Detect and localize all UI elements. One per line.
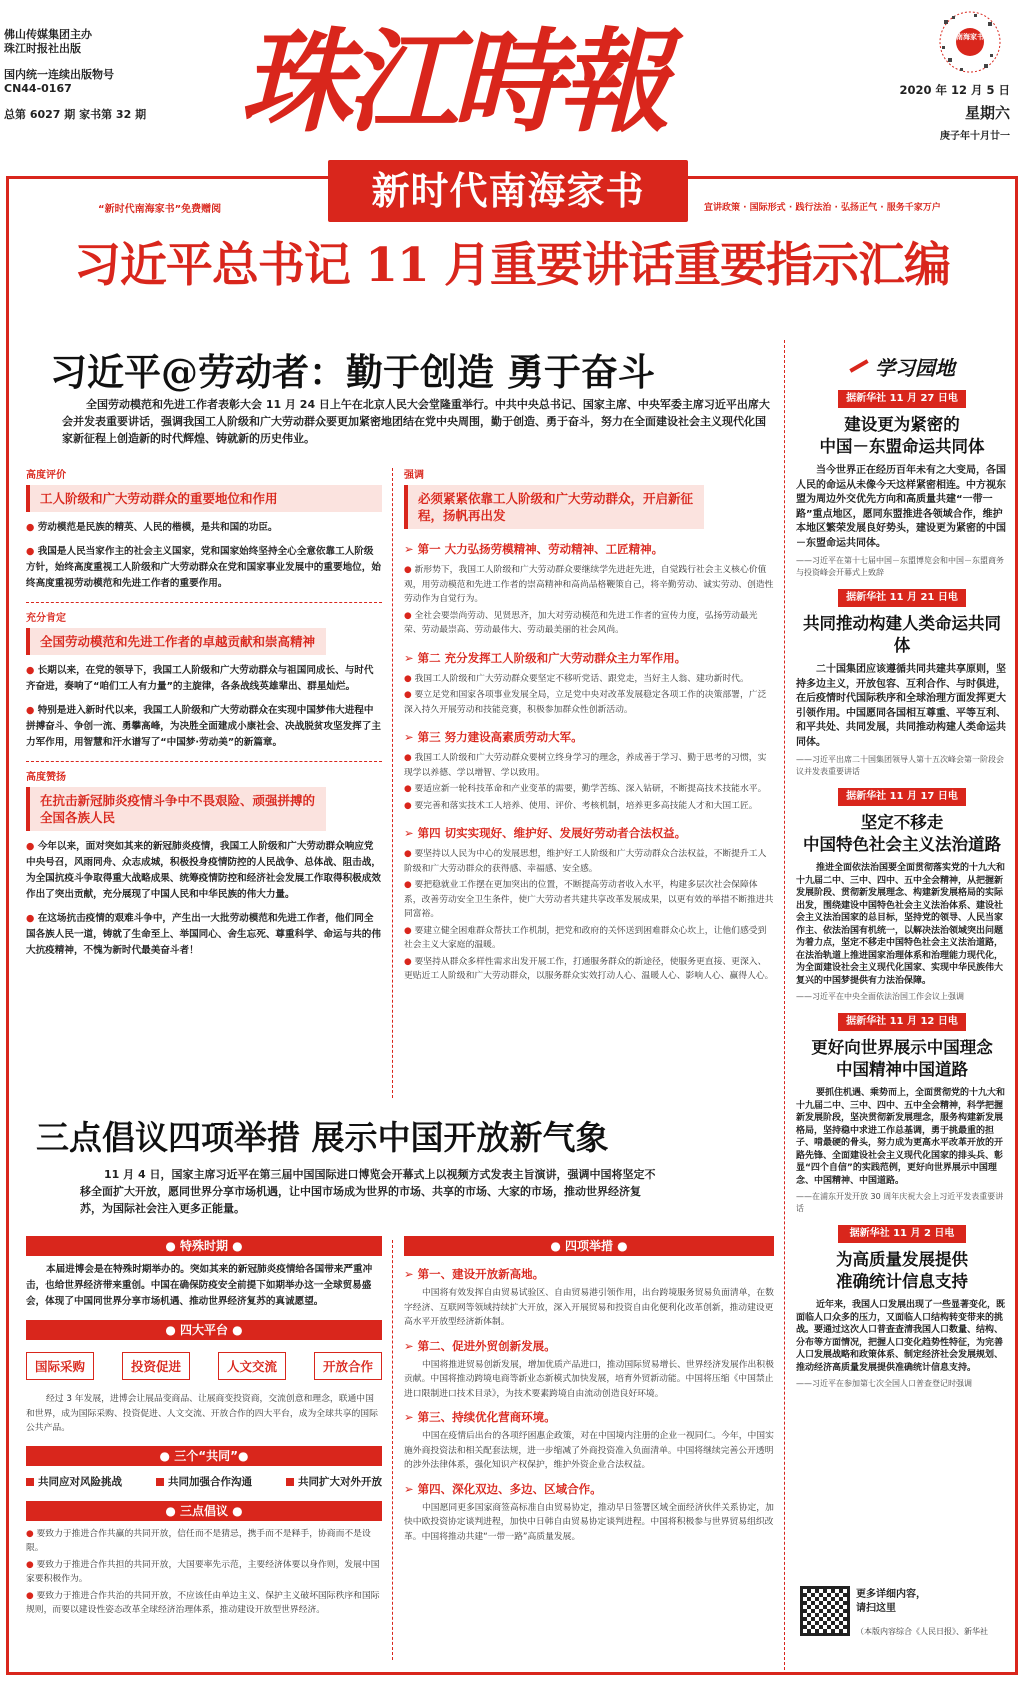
masthead-info bbox=[4, 28, 154, 122]
changyi-item: ● 要致力于推进合作共赢的共同开放，信任而不是猜忌，携手而不是释手，协商而不是设限。 bbox=[26, 1528, 371, 1553]
sidebar-item-title: 共同推动构建人类命运共同体 bbox=[803, 614, 1001, 655]
point-box-1: 工人阶级和广大劳动群众的重要地位和作用 bbox=[26, 485, 382, 512]
footer-note: （本版内容综合《人民日报》、新华社 bbox=[856, 1627, 988, 1636]
qr-logo-label: 南海家书 bbox=[956, 33, 984, 41]
article1-right-column bbox=[404, 466, 774, 984]
bullet: ● 要坚持从群众多样性需求出发开展工作，打通服务群众的新途径，使服务更直接、更深入、更贴近工人阶级和广大劳动群众，以服务群众实效打动人心、温暖人心、影响人心、赢得人心。 bbox=[404, 956, 774, 981]
sidebar-header bbox=[796, 346, 1008, 386]
bullet: ● 新形势下，我国工人阶级和广大劳动群众要继续学先进赶先进，自觉践行社会主义核心价值观，用劳动模范和先进工作者的崇高精神和高尚品格鞭策自己，将辛勤劳动、诚实劳动、创造性劳动作为自觉行为。 bbox=[404, 565, 774, 604]
bullet: ● 要立足党和国家各项事业发展全局，立足党中央对改革发展稳定各项工作的决策部署，广泛深入持久开展劳动和技能竞赛，积极参加群众性创新活动。 bbox=[404, 690, 767, 715]
pen-icon bbox=[849, 359, 868, 372]
sidebar bbox=[796, 346, 1008, 1390]
issue-number: 总第 6027 期 家书第 32 期 bbox=[4, 108, 147, 121]
banner-right-tag: 宣讲政策 · 国际形式 · 践行法治 · 弘扬正气 · 服务千家万户 bbox=[704, 203, 941, 213]
sidebar-item-source: ——在浦东开发开放 30 周年庆祝大会上习近平发表重要讲话 bbox=[796, 1192, 1004, 1213]
bullet: ● 长期以来，在党的领导下，我国工人阶级和广大劳动群众与祖国同成长、与时代齐奋进，奏响了“咱们工人有力量”的主旋律，各条战线英雄辈出、群星灿烂。 bbox=[26, 665, 374, 692]
bullet: ● 要完善和落实技术工人培养、使用、评价、考核机制，培养更多高技能人才和大国工匠。 bbox=[404, 800, 758, 811]
point-box-2: 全国劳动模范和先进工作者的卓越贡献和崇高精神 bbox=[26, 628, 326, 655]
bullet: ● 全社会要崇尚劳动、见贤思齐，加大对劳动模范和先进工作者的宣传力度，弘扬劳动最光荣、劳动最崇高、劳动最伟大、劳动最美丽的社会风尚。 bbox=[404, 610, 758, 635]
sidebar-item bbox=[796, 589, 1008, 778]
sidebar-item-body: 当今世界正在经历百年未有之大变局，各国人民的命运从未像今天这样紧密相连。中方视东盟为周边外交优先方向和高质量共建“一带一路”重点地区，愿同东盟推进各领域合作，维护本地区繁荣发展良好势头，建设更为紧密的中国－东盟命运共同体。 bbox=[796, 465, 1006, 549]
section-title: ➢ 第三 努力建设高素质劳动大军。 bbox=[404, 730, 583, 744]
section-header-changyi: ● 三点倡议 ● bbox=[26, 1501, 382, 1521]
bullet: ● 今年以来，面对突如其来的新冠肺炎疫情，我国工人阶级和广大劳动群众响应党中央号召，风雨同舟、众志成城，积极投身疫情防控的人民战争、总体战、阻击战，为全国抗疫斗争取得重大战略成果、统筹疫情防控和经济社会发展工作取得积极成效作出了突出贡献，充分展现了中国人民和中华民族的伟大力量。 bbox=[26, 841, 381, 900]
section-header-gongtong: ● 三个“共同”● bbox=[26, 1446, 382, 1466]
label-qiangdiao: 强调 bbox=[404, 470, 424, 481]
sidebar-item-source: ——习近平在参加第七次全国人口普查登记时强调 bbox=[796, 1379, 972, 1388]
bullet: ● 要适应新一轮科技革命和产业变革的需要，勤学苦练、深入钻研，不断提高技术技能水平。 bbox=[404, 784, 767, 794]
news-tag: 据新华社 11 月 17 日电 bbox=[838, 788, 966, 806]
column-divider bbox=[392, 1240, 393, 1660]
jucuo-text: 中国将有效发挥自由贸易试验区、自由贸易港引领作用，出台跨境服务贸易负面清单，在数字经济、互联网等领域持续扩大开放，深入开展贸易和投资自由化便利化改革创新，推动建设更高水平开放型经济新体制。 bbox=[404, 1288, 774, 1327]
article1-title: 习近平@劳动者：勤于创造 勇于奋斗 bbox=[50, 350, 655, 394]
jucuo-text: 中国在疫情后出台的各项纾困惠企政策，对在中国境内注册的企业一视同仁。今年，中国实施外商投资法和相关配套法规，进一步缩减了外商投资准入负面清单。中国将继续完善公开透明的涉外法律体系，强化知识产权保护，维护外资企业合法权益。 bbox=[404, 1431, 774, 1470]
news-tag: 据新华社 11 月 2 日电 bbox=[838, 1225, 966, 1243]
qr-logo[interactable] bbox=[930, 6, 1010, 78]
article1-lead: 全国劳动模范和先进工作者表彰大会 11 月 24 日上午在北京人民大会堂隆重举行。中共中央总书记、国家主席、中央军委主席习近平出席大会并发表重要讲话，强调我国工人阶级和广大劳动群众要更加紧密地团结在党中央周围，勤于创造、勇于奋斗，努力在全面建设社会主义现代化国家新征程上创造新的时代辉煌、铸就新的历史伟业。 bbox=[62, 398, 770, 445]
gongtong-list bbox=[26, 1474, 382, 1489]
news-tag: 据新华社 11 月 27 日电 bbox=[838, 390, 966, 408]
changyi-item: ● 要致力于推进合作共担的共同开放，大国要率先示范，主要经济体要以身作则，发展中国家要积极作为。 bbox=[26, 1559, 380, 1584]
article2-right-column bbox=[404, 1236, 774, 1544]
qr-text: 更多详细内容， 请扫这里 bbox=[856, 1589, 926, 1614]
gongtong-item: 共同加强合作沟通 bbox=[156, 1474, 252, 1489]
bullet: ● 我国工人阶级和广大劳动群众要坚定不移听党话、跟党走，当好主人翁、建功新时代。 bbox=[404, 673, 749, 684]
gongtong-item: 共同扩大对外开放 bbox=[286, 1474, 382, 1489]
jucuo-title: ➢ 第三、持续优化营商环境。 bbox=[404, 1410, 556, 1424]
article2-lead: 11 月 4 日，国家主席习近平在第三届中国国际进口博览会开幕式上以视频方式发表主旨演讲，强调中国将坚定不移全面扩大开放，愿同世界分享市场机遇，让中国市场成为世界的市场、共享的市场、大家的市场，推动世界经济复苏，为国际社会注入更多正能量。 bbox=[80, 1168, 656, 1215]
sidebar-item-source: ——习近平在第十七届中国－东盟博览会和中国－东盟商务与投资峰会开幕式上致辞 bbox=[796, 556, 1004, 577]
date: 2020 年 12 月 5 日 bbox=[899, 83, 1010, 97]
article1-left-column bbox=[26, 466, 382, 959]
sidebar-item-body: 二十国集团应该遵循共同共建共享原则，坚持多边主义，开放包容、互利合作、与时俱进，在后疫情时代国际秩序和全球治理方面发挥更大引领作用。中国愿同各国相互尊重、平等互利、和平共处、共同发展，共同推动构建人类命运共同体。 bbox=[796, 664, 1006, 748]
bullet: ● 特别是进入新时代以来，我国工人阶级和广大劳动群众在实现中国梦伟大进程中拼搏奋斗、争创一流、勇攀高峰，为决胜全面建成小康社会、决战脱贫攻坚发挥了主力军作用，用智慧和汗水谱写了“中国梦·劳动美”的新篇章。 bbox=[26, 705, 381, 748]
section-title: ➢ 第四 切实实现好、维护好、发展好劳动者合法权益。 bbox=[404, 826, 687, 840]
platform-tabs bbox=[26, 1352, 382, 1380]
banner-title: 新时代南海家书 bbox=[328, 160, 688, 222]
publisher2: 珠江时报社出版 bbox=[4, 42, 81, 55]
label-gaodu-pingjia: 高度评价 bbox=[26, 470, 66, 481]
section-title: ➢ 第一 大力弘扬劳模精神、劳动精神、工匠精神。 bbox=[404, 542, 664, 556]
platform-tab: 开放合作 bbox=[314, 1352, 382, 1380]
jucuo-title: ➢ 第一、建设开放新高地。 bbox=[404, 1267, 545, 1281]
sidebar-divider bbox=[784, 340, 785, 1670]
jucuo-title: ➢ 第四、深化双边、多边、区域合作。 bbox=[404, 1481, 602, 1496]
sidebar-item-body: 推进全面依法治国要全面贯彻落实党的十九大和十九届二中、三中、四中、五中全会精神，从把握新发展阶段、贯彻新发展理念、构建新发展格局的实际出发，围绕建设中国特色社会主义法治体系、建设社会主义法治国家的总目标，坚持党的领导、人民当家作主、依法治国有机统一，以解决法治领域突出问题为着力点，坚定不移走中国特色社会主义法治道路，在法治轨道上推进国家治理体系和治理能力现代化，为全面建设社会主义现代化国家、实现中华民族伟大复兴的中国梦提供有力法治保障。 bbox=[796, 863, 1006, 986]
sidebar-item bbox=[796, 1225, 1008, 1390]
newspaper-title: 珠江時報 bbox=[240, 17, 664, 148]
sidebar-item-title: 建设更为紧密的 中国－东盟命运共同体 bbox=[819, 415, 985, 456]
column-divider bbox=[392, 468, 393, 1098]
sidebar-item bbox=[796, 390, 1008, 579]
sidebar-header-text: 学习园地 bbox=[875, 355, 955, 380]
platform-tab: 投资促进 bbox=[122, 1352, 190, 1380]
serial-label: 国内统一连续出版物号 bbox=[4, 68, 114, 81]
news-tag: 据新华社 11 月 12 日电 bbox=[838, 1013, 966, 1031]
sidebar-item-body: 近年来，我国人口发展出现了一些显著变化，既面临人口众多的压力，又面临人口结构转变带来的挑战。要通过这次人口普查查清我国人口数量、结构、分布等方面情况，把握人口变化趋势性特征，为完善人口发展战略和政策体系、制定经济社会发展规划、推动经济高质量发展提供准确统计信息支持。 bbox=[796, 1300, 1006, 1373]
publisher: 佛山传媒集团主办 bbox=[4, 28, 92, 41]
sidebar-item bbox=[796, 1013, 1008, 1215]
jucuo-text: 中国将推进贸易创新发展，增加优质产品进口，推动国际贸易增长、世界经济发展作出积极贡献。中国将推动跨境电商等新业态新模式加快发展，培育外贸新动能。中国将压缩《中国禁止进口限制进口技术目录》，为技术要素跨境自由流动创造良好环境。 bbox=[404, 1359, 774, 1399]
bullet: ● 要把稳就业工作摆在更加突出的位置，不断提高劳动者收入水平，构建多层次社会保障体系，改善劳动安全卫生条件，使广大劳动者共建共享改革发展成果，以更有效的举措不断推进共同富裕。 bbox=[404, 880, 774, 919]
special-text: 本届进博会是在特殊时期举办的。突如其来的新冠肺炎疫情给各国带来严重冲击，也给世界经济带来重创。中国在确保防疫安全前提下如期举办这一全球贸易盛会，体现了中国同世界分享市场机遇、推动世界经济复苏的真诚愿望。 bbox=[26, 1264, 373, 1307]
jucuo-title: ➢ 第二、促进外贸创新发展。 bbox=[404, 1338, 556, 1353]
section-header-special: ● 特殊时期 ● bbox=[26, 1236, 382, 1256]
jucuo-text: 中国愿同更多国家商签高标准自由贸易协定，推动早日签署区域全面经济伙伴关系协定，加快中欧投资协定谈判进程，加快中日韩自由贸易协定谈判进程。中国将积极参与世界贸易组织改革。中国将推动共建“一带一路”高质量发展。 bbox=[404, 1502, 774, 1542]
serial-no: CN44-0167 bbox=[4, 82, 72, 95]
bullet: ● 我国工人阶级和广大劳动群众要树立终身学习的理念，养成善于学习、勤于思考的习惯，实现学以养德、学以增智、学以致用。 bbox=[404, 753, 767, 778]
gongtong-item: 共同应对风险挑战 bbox=[26, 1474, 122, 1489]
bullet: ● 要建立健全困难群众帮扶工作机制，把党和政府的关怀送到困难群众心坎上，让他们感受到社会主义大家庭的温暖。 bbox=[404, 925, 767, 950]
platform-tab: 国际采购 bbox=[26, 1352, 94, 1380]
point-box-4: 必须紧紧依靠工人阶级和广大劳动群众，开启新征程，扬帆再出发 bbox=[404, 485, 704, 529]
main-headline: 习近平总书记 11 月重要讲话重要指示汇编 bbox=[73, 238, 951, 293]
section-header-platform: ● 四大平台 ● bbox=[26, 1320, 382, 1340]
sidebar-item-source: ——习近平在中央全面依法治国工作会议上强调 bbox=[796, 992, 964, 1001]
sidebar-item-source: ——习近平出席二十国集团领导人第十五次峰会第一阶段会议并发表重要讲话 bbox=[796, 755, 1004, 776]
article2-left-column bbox=[26, 1236, 382, 1618]
article2-title: 三点倡议四项举措 展示中国开放新气象 bbox=[36, 1118, 609, 1157]
bullet: ● 要坚持以人民为中心的发展思想，维护好工人阶级和广大劳动群众合法权益，不断提升工人阶级和广大劳动群众的获得感、幸福感、安全感。 bbox=[404, 849, 767, 874]
section-title: ➢ 第二 充分发挥工人阶级和广大劳动群众主力军作用。 bbox=[404, 650, 687, 665]
qr-code-icon[interactable] bbox=[800, 1586, 850, 1636]
label-gaodu-zanyang: 高度赞扬 bbox=[26, 772, 66, 783]
lunar-date: 庚子年十月廿一 bbox=[940, 131, 1010, 142]
changyi-item: ● 要致力于推进合作共治的共同开放，不应该任由单边主义、保护主义破坏国际秩序和国际规则，而要以建设性姿态改革全球经济治理体系，推动建设开放型世界经济。 bbox=[26, 1590, 380, 1615]
news-tag: 据新华社 11 月 21 日电 bbox=[838, 589, 966, 607]
label-chongfen-kending: 充分肯定 bbox=[26, 613, 66, 624]
sidebar-item bbox=[796, 788, 1008, 1003]
platform-tab: 人文交流 bbox=[218, 1352, 286, 1380]
section-header-jucuo: ● 四项举措 ● bbox=[404, 1236, 774, 1256]
date-block bbox=[870, 82, 1010, 142]
point-box-3: 在抗击新冠肺炎疫情斗争中不畏艰险、顽强拼搏的全国各族人民 bbox=[26, 787, 326, 831]
platform-text: 经过 3 年发展，进博会让展品变商品、让展商变投资商，交流创意和理念，联通中国和世界，成为国际采购、投资促进、人文交流、开放合作的四大平台，成为全球共享的国际公共产品。 bbox=[26, 1394, 378, 1433]
weekday: 星期六 bbox=[964, 104, 1010, 122]
sidebar-item-body: 要抓住机遇、乘势而上，全面贯彻党的十九大和十九届二中、三中、四中、五中全会精神，科学把握新发展阶段，坚决贯彻新发展理念，服务构建新发展格局，坚持稳中求进工作总基调，勇于挑最重的担子、啃最硬的骨头，努力成为更高水平改革开放的开路先锋、全面建设社会主义现代化国家的排头兵、彰显“四个自信”的实践范例，更好向世界展示中国理念、中国精神、中国道路。 bbox=[796, 1088, 1006, 1186]
bullet: ● 在这场抗击疫情的艰难斗争中，产生出一大批劳动模范和先进工作者，他们同全国各族人民一道，铸就了生命至上、举国同心、舍生忘死、尊重科学、命运与共的伟大抗疫精神，不愧为新时代最美奋斗者！ bbox=[26, 913, 381, 956]
sidebar-item-title: 更好向世界展示中国理念 中国精神中国道路 bbox=[811, 1038, 993, 1079]
sidebar-item-title: 坚定不移走 中国特色社会主义法治道路 bbox=[803, 813, 1001, 854]
bullet: ● 我国是人民当家作主的社会主义国家，党和国家始终坚持全心全意依靠工人阶级方针，始终高度重视工人阶级和广大劳动群众在党和国家事业发展中的重要地位，始终高度重视劳动模范和先进工作者的重要作用。 bbox=[26, 546, 381, 589]
sidebar-item-title: 为高质量发展提供 准确统计信息支持 bbox=[836, 1250, 968, 1291]
bullet: ● 劳动模范是民族的精英、人民的楷模，是共和国的功臣。 bbox=[26, 522, 278, 533]
banner-left-tag: “新时代南海家书”免费赠阅 bbox=[98, 204, 222, 215]
